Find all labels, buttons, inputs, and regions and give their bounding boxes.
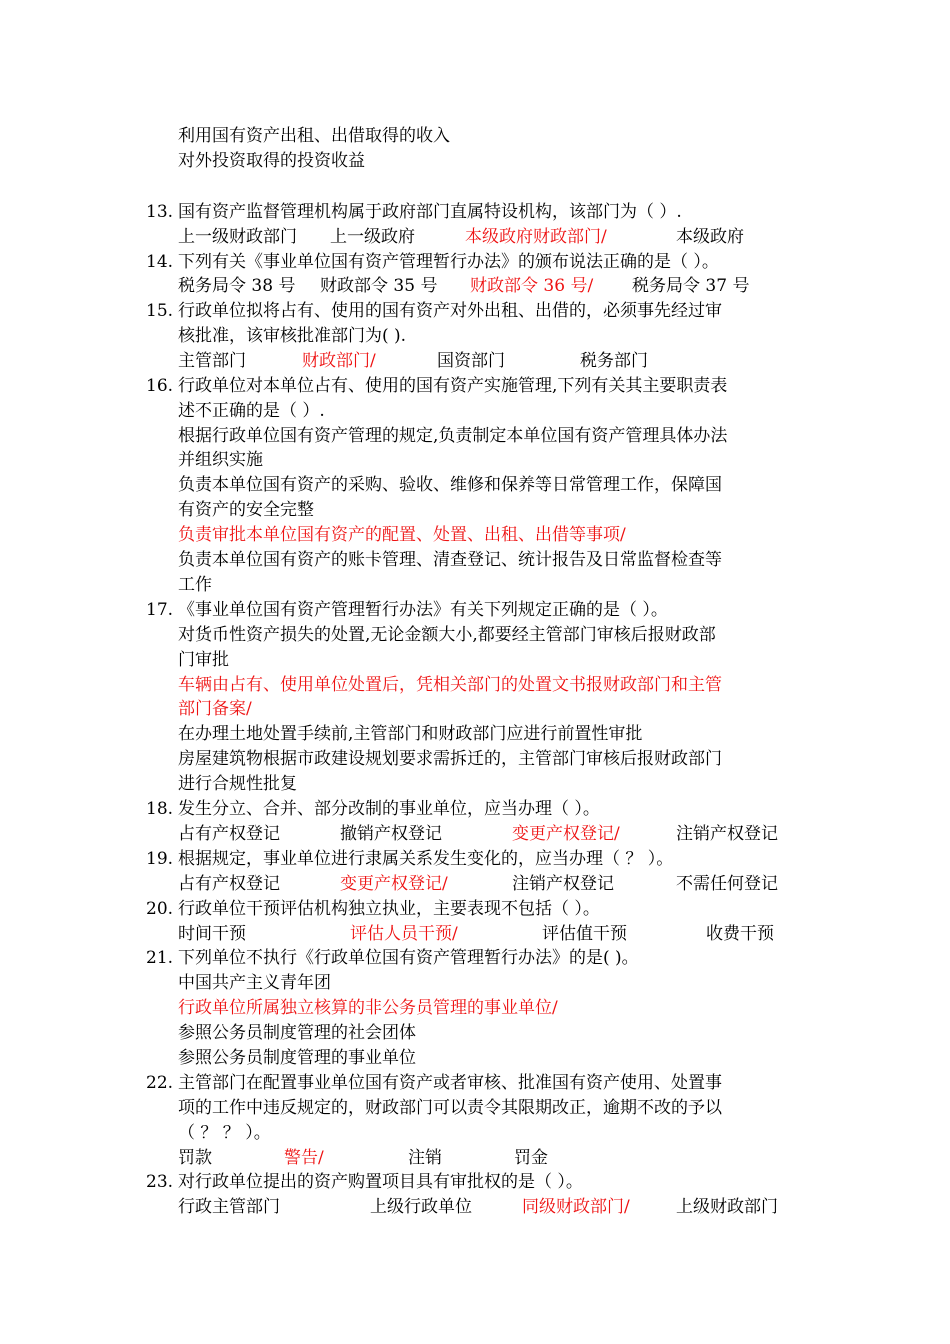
q17-option-d-line2: 进行合规性批复 [178,774,297,794]
q19-option-a: 占有产权登记 [178,874,280,894]
q17-text: 《事业单位国有资产管理暂行办法》有关下列规定正确的是（ ）。 [178,600,668,620]
intro-line-1: 利用国有资产出租、出借取得的收入 [178,126,450,146]
q14-number: 14. [146,252,174,272]
q21-option-c: 参照公务员制度管理的社会团体 [178,1023,416,1043]
q22-options [0,1146,950,1170]
q16-text-line2: 述不正确的是（ ）. [178,401,325,421]
q17-option-b-line1: 车辆由占有、使用单位处置后，凭相关部门的处置文书报财政部门和主管 [178,675,722,695]
q19-option-b: 变更产权登记/ [340,874,448,894]
q22-text-line1: 主管部门在配置事业单位国有资产或者审核、批准国有资产使用、处置事 [178,1073,722,1093]
q19-text: 根据规定，事业单位进行隶属关系发生变化的，应当办理（ ？ ）。 [178,849,674,869]
q22-option-a: 罚款 [178,1148,212,1168]
q21-option-a: 中国共产主义青年团 [178,973,331,993]
q14-options [0,274,950,298]
q19-options [0,872,950,896]
q22-text-line3: （ ？ ？ ）。 [178,1123,271,1143]
q17-option-c: 在办理土地处置手续前,主管部门和财政部门应进行前置性审批 [178,724,643,744]
q14-option-b: 财政部令 35 号 [320,276,438,296]
q19-option-c: 注销产权登记 [512,874,614,894]
q17-option-b-line2: 部门备案/ [178,699,252,719]
q15-text-line1: 行政单位拟将占有、使用的国有资产对外出租、出借的，必须事先经过审 [178,301,722,321]
q18-text: 发生分立、合并、部分改制的事业单位，应当办理（ ）。 [178,799,600,819]
q13-text: 国有资产监督管理机构属于政府部门直属特设机构，该部门为（ ）. [178,202,682,222]
q13-options [0,225,950,249]
q20-options [0,922,950,946]
q20-option-a: 时间干预 [178,924,246,944]
q16-option-b-line1: 负责本单位国有资产的采购、验收、维修和保养等日常管理工作，保障国 [178,475,722,495]
q23-text: 对行政单位提出的资产购置项目具有审批权的是（ ）。 [178,1172,583,1192]
q23-options [0,1195,950,1219]
q15-text-line2: 核批准，该审核批准部门为( ). [178,326,407,346]
q16-number: 16. [146,376,174,396]
q17-number: 17. [146,600,174,620]
q16-option-c-answer: 负责审批本单位国有资产的配置、处置、出租、出借等事项/ [178,525,626,545]
q18-option-a: 占有产权登记 [178,824,280,844]
q16-option-b-line2: 有资产的安全完整 [178,500,314,520]
q17-option-a-line2: 门审批 [178,650,229,670]
q22-option-c: 注销 [408,1148,442,1168]
q18-number: 18. [146,799,174,819]
q13-option-c: 本级政府财政部门/ [465,227,607,247]
q23-option-b: 上级行政单位 [370,1197,472,1217]
q21-number: 21. [146,948,174,968]
q20-number: 20. [146,899,174,919]
q20-text: 行政单位干预评估机构独立执业，主要表现不包括（ ）。 [178,899,600,919]
q22-option-b: 警告/ [284,1148,324,1168]
q15-option-b: 财政部门/ [302,351,376,371]
q23-option-a: 行政主管部门 [178,1197,280,1217]
q16-option-a-line1: 根据行政单位国有资产管理的规定,负责制定本单位国有资产管理具体办法 [178,426,728,446]
q16-text-line1: 行政单位对本单位占有、使用的国有资产实施管理,下列有关其主要职责表 [178,376,728,396]
q23-option-c: 同级财政部门/ [522,1197,630,1217]
q15-option-d: 税务部门 [580,351,648,371]
q17-option-d-line1: 房屋建筑物根据市政建设规划要求需拆迁的，主管部门审核后报财政部门 [178,749,722,769]
q18-options [0,822,950,846]
q23-option-d: 上级财政部门 [676,1197,778,1217]
q14-option-c: 财政部令 36 号/ [470,276,594,296]
q13-number: 13. [146,202,174,222]
q18-option-b: 撤销产权登记 [340,824,442,844]
q19-option-d: 不需任何登记 [676,874,778,894]
q14-text: 下列有关《事业单位国有资产管理暂行办法》的颁布说法正确的是（ ）。 [178,252,719,272]
q15-option-c: 国资部门 [437,351,505,371]
q21-option-b-answer: 行政单位所属独立核算的非公务员管理的事业单位/ [178,998,558,1018]
q22-text-line2: 项的工作中违反规定的，财政部门可以责令其限期改正，逾期不改的予以 [178,1098,722,1118]
q14-option-d: 税务局令 37 号 [632,276,750,296]
q21-option-d: 参照公务员制度管理的事业单位 [178,1048,416,1068]
q20-option-d: 收费干预 [706,924,774,944]
q13-option-b: 上一级政府 [330,227,415,247]
q13-option-d: 本级政府 [676,227,744,247]
q20-option-b: 评估人员干预/ [350,924,458,944]
q20-option-c: 评估值干预 [542,924,627,944]
q18-option-d: 注销产权登记 [676,824,778,844]
intro-line-2: 对外投资取得的投资收益 [178,151,365,171]
q15-option-a: 主管部门 [178,351,246,371]
q21-text: 下列单位不执行《行政单位国有资产管理暂行办法》的是( )。 [178,948,639,968]
q18-option-c: 变更产权登记/ [512,824,620,844]
q19-number: 19. [146,849,174,869]
q22-number: 22. [146,1073,174,1093]
q17-option-a-line1: 对货币性资产损失的处置,无论金额大小,都要经主管部门审核后报财政部 [178,625,716,645]
q14-option-a: 税务局令 38 号 [178,276,296,296]
q15-options [0,349,950,373]
q16-option-d-line2: 工作 [178,575,212,595]
q23-number: 23. [146,1172,174,1192]
q16-option-a-line2: 并组织实施 [178,450,263,470]
q22-option-d: 罚金 [514,1148,548,1168]
q15-number: 15. [146,301,174,321]
q16-option-d-line1: 负责本单位国有资产的账卡管理、清查登记、统计报告及日常监督检查等 [178,550,722,570]
q13-option-a: 上一级财政部门 [178,227,297,247]
